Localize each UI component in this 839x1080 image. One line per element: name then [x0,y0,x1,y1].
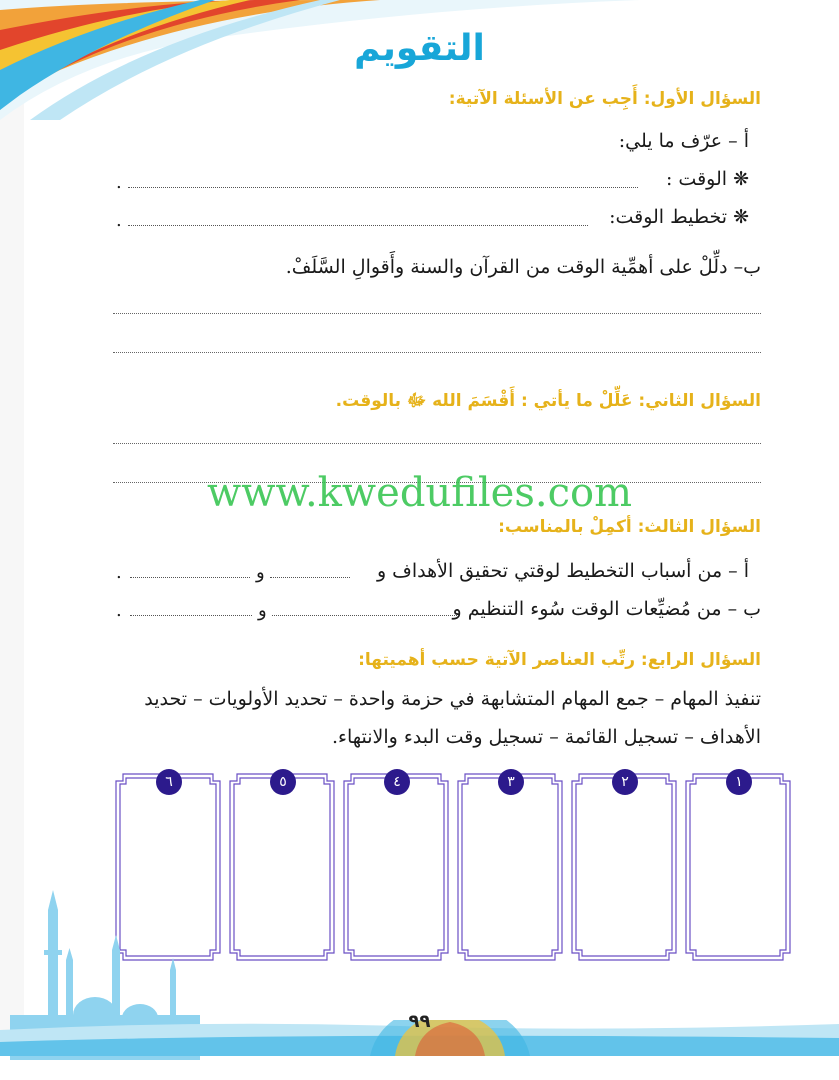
answer-line[interactable] [113,443,761,444]
question-2-heading: السؤال الثاني: عَلِّلْ ما يأتي : أَقْسَمَ الله ﷻ بالوقت. [335,391,761,411]
box-number-badge: ٥ [270,769,296,795]
answer-line[interactable] [113,313,761,314]
q4-items-line-2: الأهداف – تسجيل القائمة – تسجيل وقت البدء والانتهاء. [331,726,761,748]
answer-line[interactable] [128,187,638,188]
watermark: www.kwedufiles.com [207,470,632,516]
conjunction: و [258,600,267,621]
answer-line[interactable] [128,225,588,226]
question-4-heading: السؤال الرابع: رتِّب العناصر الآتية حسب أهميتها: [358,650,761,670]
box-frame [571,773,677,961]
ranking-box[interactable] [571,773,677,961]
q1-item-planning [609,206,749,228]
page-title: التقويم [354,28,485,69]
page-number: ٩٩ [408,1011,431,1032]
q1-item-time [666,168,749,190]
answer-line[interactable] [113,352,761,353]
box-frame [343,773,449,961]
question-1-heading: السؤال الأول: أَجِب عن الأسئلة الآتية: [448,89,761,109]
ranking-box[interactable] [457,773,563,961]
answer-line[interactable] [130,577,250,578]
box-number-badge: ٤ [384,769,410,795]
q3-part-a: أ – من أسباب التخطيط لوقتي تحقيق الأهداف و [376,560,749,582]
period: . [116,562,122,583]
q1-part-a: أ – عرّف ما يلي: [618,130,749,152]
period: . [116,600,122,621]
q3-part-b: ب – من مُضيِّعات الوقت سُوء التنظيم و [452,598,761,620]
box-number-badge: ١ [726,769,752,795]
box-number-badge: ٢ [612,769,638,795]
ranking-box[interactable] [229,773,335,961]
answer-line[interactable] [130,615,252,616]
q1-part-b: ب– دلِّلْ على أهمِّية الوقت من القرآن والسنة وأَقوالِ السَّلَفْ. [285,256,761,278]
answer-line[interactable] [270,577,350,578]
question-3-heading: السؤال الثالث: أكمِلْ بالمناسب: [498,517,761,537]
box-number-badge: ٦ [156,769,182,795]
q1-item-planning-label: ❋ تخطيط الوقت: [609,206,749,228]
ranking-box[interactable] [685,773,791,961]
period: . [116,172,122,193]
period: . [116,210,122,231]
answer-line[interactable] [272,615,457,616]
conjunction: و [256,562,265,583]
ranking-box[interactable] [343,773,449,961]
box-frame [457,773,563,961]
box-frame [685,773,791,961]
box-number-badge: ٣ [498,769,524,795]
q4-items-line-1: تنفيذ المهام – جمع المهام المتشابهة في حزمة واحدة – تحديد الأولويات – تحديد [144,688,761,710]
box-frame [229,773,335,961]
q1-item-time-label: ❋ الوقت : [665,168,749,190]
